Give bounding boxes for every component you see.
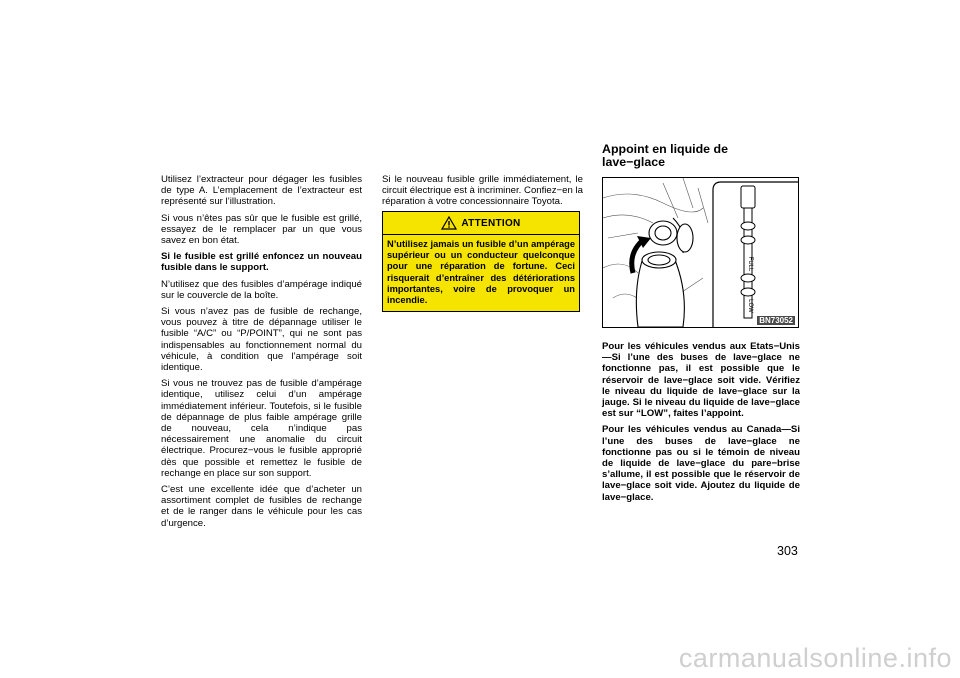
middle-column	[382, 174, 583, 213]
dipstick-label-full: FULL	[747, 256, 753, 272]
paragraph-rating: N’utilisez que des fusibles d’ampérage indiqué sur le couvercle de la boîte.	[161, 278, 362, 301]
attention-label: ATTENTION	[461, 217, 521, 229]
warning-triangle-icon	[441, 216, 457, 230]
washer-dipstick-drawing	[603, 178, 798, 327]
paragraph-blown-fuse: Si le fusible est grillé enfoncez un nouveau fusible dans le support.	[161, 251, 362, 274]
section-title	[602, 143, 802, 169]
paragraph-canada-vehicles: Pour les véhicules vendus au Canada—Si l’une des buses de lave−glace ne fonctionne pas ou si le témoin de niveau de liquide de lave−glace du pare−brise s’allume, il est possible que le réservoir de lave−glace soit vide. Ajoutez du liquide de lave−glace.	[602, 424, 800, 503]
attention-text: N’utilisez jamais un fusible d’un ampérage supérieur ou un conducteur quelconque pour une réparation de fortune. Ceci risquerait d’entraîner des détériorations importantes, voire de provoquer un incendie.	[387, 239, 575, 306]
watermark: carmanualsonline.info	[678, 643, 952, 673]
illustration-code: BN73052	[759, 316, 793, 325]
paragraph-usa-vehicles: Pour les véhicules vendus aux Etats−Unis—Si l’une des buses de lave−glace ne fonctionne pas, il est possible que le réservoir de lave−glace soit vide. Vérifiez le niveau du liquide de lave−glace sur la jauge. Si le niveau du liquide de lave−glace est sur “LOW”, faites l’appoint.	[602, 341, 800, 420]
paragraph-fuse-puller: Utilisez l’extracteur pour dégager les fusibles de type A. L’emplacement de l’extracteur est représenté sur l’illustration.	[161, 174, 362, 208]
right-column	[602, 341, 800, 508]
attention-header	[383, 212, 579, 235]
paragraph-new-fuse-blows: Si le nouveau fusible grille immédiatement, le circuit électrique est à incriminer. Confiez−en la réparation à votre concessionnaire Toyota.	[382, 174, 583, 208]
paragraph-not-sure: Si vous n’êtes pas sûr que le fusible est grillé, essayez de le remplacer par un que vous savez en bon état.	[161, 212, 362, 247]
section-title-line1: Appoint en liquide de	[602, 142, 728, 156]
washer-fluid-illustration	[602, 177, 799, 328]
paragraph-buy-assortment: C’est une excellente idée que d’acheter un assortiment complet de fusibles de rechange et de le ranger dans le véhicule pour les cas d’urgence.	[161, 484, 362, 529]
left-column	[161, 174, 362, 534]
page-number: 303	[777, 544, 798, 558]
paragraph-no-spare: Si vous n’avez pas de fusible de rechange, vous pouvez à titre de dépannage utiliser le fusible “A/C” ou “P/POINT”, qui ne sont pas indispensables au fonctionnement normal du véhicule, à condition que l’ampérage soit identique.	[161, 306, 362, 374]
attention-box	[382, 211, 580, 312]
section-title-line2: lave−glace	[602, 155, 666, 169]
paragraph-lower-rating: Si vous ne trouvez pas de fusible d’ampérage identique, utilisez celui d’un ampérage immédiatement inférieur. Toutefois, si le fusible de dépannage de plus faible ampérage grille de nouveau, cela n’indique pas nécessairement une anomalie du circuit électrique. Procurez−vous le fusible approprié dès que possible et remettez le fusible de rechange en place sur son support.	[161, 378, 362, 479]
dipstick-label-low: LOW	[747, 299, 753, 313]
